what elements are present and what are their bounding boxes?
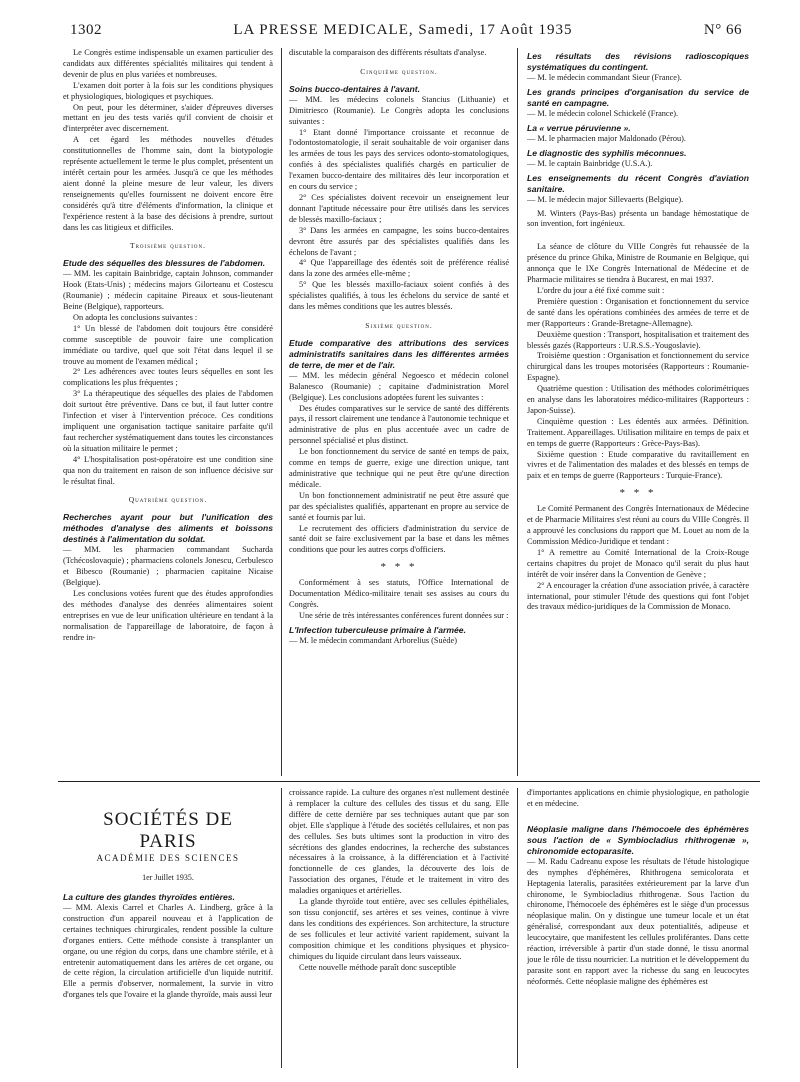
paragraph: Cette nouvelle méthode paraît donc susceptible xyxy=(299,962,456,972)
column-divider xyxy=(281,788,282,1068)
paragraph: A cet égard les méthodes nouvelles d'études constitutionnelles de l'homme sain, dont la biotypologie représente actuellement le terme le plus complet, présentent un intérêt certain pour les armées. Jusqu'à ce que les méthodes aient donné la pleine mesure de leur valeur, les divers renseignements qu'elles fournissent ne doivent encore être considérés qu'à titre d'éléments d'information, la clinique et l'expérience restent à la base des décisions à prendre, surtout dans les cas litigieux et difficiles. xyxy=(63,135,273,232)
paragraph: Un bon fonctionnement administratif ne peut être assuré que par des spécialistes qualifiés, appartenant en propre au service de santé et fournis par lui. xyxy=(289,490,509,522)
paragraph: Des études comparatives sur le service de santé des différents pays, il ressort clairement une tendance à l'autonomie technique et administrative de plus en plus accentuée avec un cadre de personnel spécialisé et plus distinct. xyxy=(289,403,509,446)
separator-stars: * * * xyxy=(380,561,418,574)
paragraph: 1° A remettre au Comité International de la Croix-Rouge certains chapitres du projet de Monaco qu'il serait du plus haut intérêt de voir insérer dans la Convention de Genève ; xyxy=(527,547,749,579)
paragraph: L'ordre du jour a été fixé comme suit : xyxy=(537,285,665,295)
article-title: Le diagnostic des syphilis méconnues. xyxy=(527,147,687,158)
paragraph: Le Congrès estime indispensable un examen particulier des candidats aux différentes spécialités militaires qui tendent à devenir de plus en plus variées et nombreuses. xyxy=(63,48,273,79)
paragraph: Une série de très intéressantes conférences furent données sur : xyxy=(299,610,509,620)
academy-heading: ACADÉMIE DES SCIENCES xyxy=(96,853,240,863)
paragraph: — M. le médecin major Sillevaerts (Belgique). xyxy=(527,194,684,204)
paragraph: — M. le médecin commandant Sieur (France). xyxy=(527,73,682,82)
paragraph: L'examen doit porter à la fois sur les conditions physiques et physiologiques, biologiques et psychiques. xyxy=(63,80,273,101)
issue-number: N° 66 xyxy=(703,22,742,38)
article-title: Recherches ayant pour but l'unification des méthodes d'analyse des aliments et boissons destinés à l'alimentation du soldat. xyxy=(63,512,273,545)
paragraph: — M. le médecin colonel Schickelé (France). xyxy=(527,108,679,118)
paragraph: — MM. les médecins colonels Stancius (Lithuanie) et Dimitriesco (Roumanie). Le Congrès adopta les conclusions suivantes : xyxy=(289,94,509,126)
article-title: Les enseignements du récent Congrès d'aviation sanitaire. xyxy=(527,172,749,194)
page-header xyxy=(70,22,742,42)
paragraph: La glande thyroïde tout entière, avec ses cellules épithéliales, son tissu conjonctif, ses artères et ses veines, continue à vivre dans les conditions des expériences. Son architecture, la structure de ses follicules et leur activité varient rapidement, suivant la composition chimique et les conditions physiques et physico-chimiques du liquide circulant dans leurs vaisseaux. xyxy=(289,897,509,961)
article-title: Néoplasie maligne dans l'hémocoele des éphémères sous l'action de « Symbiocladius rhithrogenæ », chironomide ectoparasite. xyxy=(527,823,749,856)
paragraph: Quatrième question : Utilisation des méthodes colorimétriques en analyse dans les laboratoires médico-militaires (Rapporteurs : Japon-Suisse). xyxy=(527,384,749,415)
article-title: Etude comparative des attributions des services administratifs sanitaires dans les différentes armées de terre, de mer et de l'air. xyxy=(289,337,509,370)
column-divider xyxy=(281,48,282,776)
paragraph: Deuxième question : Transport, hospitalisation et traitement des blessés gazés (Rapporteurs : U.R.S.S.-Yougoslavie). xyxy=(527,329,749,350)
bottom-column-1 xyxy=(63,889,273,1067)
paragraph: — MM. les médecin général Negoesco et médecin colonel Balanesco (Roumanie) ; capitaine d'administration Morel (Belgique). Les conclusions adoptées furent les suivantes : xyxy=(289,370,509,402)
section-rule xyxy=(58,781,760,782)
paragraph: On peut, pour les déterminer, s'aider d'épreuves diverses mettant en jeu des tests variés qu'il convient de choisir et d'interpréter avec discernement. xyxy=(63,102,273,134)
article-title: Les résultats des révisions radioscopiques systématiques du contingent. xyxy=(527,51,749,72)
column-1 xyxy=(63,48,273,778)
section-heading: Quatrième question. xyxy=(128,495,208,505)
paragraph: Conformément à ses statuts, l'Office International de Documentation Médico-militaire tenait ses assises au cours du Congrès. xyxy=(289,578,509,610)
article-title: Les grands principes d'organisation du service de santé en campagne. xyxy=(527,86,749,108)
session-date: 1er Juillet 1935. xyxy=(142,873,194,882)
column-divider xyxy=(517,788,518,1068)
section-heading: Cinquième question. xyxy=(360,66,438,76)
paragraph: On adopta les conclusions suivantes : xyxy=(73,312,198,322)
journal-title: LA PRESSE MEDICALE, Samedi, 17 Août 1935 xyxy=(233,22,573,38)
bottom-column-2 xyxy=(289,788,509,1068)
paragraph: croissance rapide. La culture des organes n'est nullement destinée à remplacer la culture des cellules des tissus et du sang. Elle diffère de cette dernière par ses techniques autant que par son objet. Elle s'applique à l'étude des sociétés cellulaires, et non pas des cellules. Ses buts ultimes sont la production in vitro des sécrétions des glandes endocrines, la recherche des substances nécessaires à la croissance, à la différenciation et à l'activité fonctionnelle de ces glandes, la découverte des lois de l'association des organes, l'étude et le traitement in vitro des maladies organiques et artérielles. xyxy=(289,788,509,896)
column-3 xyxy=(527,48,749,778)
paragraph: 1° Un blessé de l'abdomen doit toujours être considéré comme susceptible de pouvoir faire une complication immédiate ou tardive, quel que soit l'état dans lequel il se trouve au moment de l'examen médical ; xyxy=(63,323,273,366)
section-heading: Sixième question. xyxy=(365,320,433,330)
paragraph: — MM. les capitain Bainbridge, captain Johnson, commander Hook (Etats-Unis) ; médecins majors Gilorteanu et Costescu (Roumanie) ; médecin capitaine Pireaux et sous-lieutenant Beine (Belgique), rapporteurs. xyxy=(63,269,273,312)
paragraph: 5° Que les blessés maxillo-faciaux soient confiés à des spécialistes qualifiés, à tous les échelons du service de santé et dans les mêmes conditions que les autres blessés. xyxy=(289,280,509,312)
column-divider xyxy=(517,48,518,776)
column-2 xyxy=(289,48,509,778)
paragraph: — MM. les pharmacien commandant Sucharda (Tchécoslovaquie) ; pharmaciens colonels Jonescu, Cerbulesco et Bibesco (Roumanie) ; pharmacien capitaine Nicaise (Belgique). xyxy=(63,545,273,588)
paragraph: Le Comité Permanent des Congrès Internationaux de Médecine et de Pharmacie Militaires s'est réuni au cours du VIIIe Congrès. Il a approuvé les conclusions du rapport que M. Louet au nom de la Commission Médico-Juridique et tendant : xyxy=(527,504,749,546)
paragraph: Le bon fonctionnement du service de santé en temps de paix, comme en temps de guerre, exige une direction unique, tant administrative que technique qui ne peut être qu'une direction médicale. xyxy=(289,447,509,489)
paragraph: Les conclusions votées furent que des études approfondies des méthodes d'analyse des denrées alimentaires soient entreprises en vue de leur unification ultérieure en tendant à la normalisation de l'appareillage de laboratoire, de façon à rendre in- xyxy=(63,588,273,642)
paragraph: 4° L'hospitalisation post-opératoire est une condition sine qua non du traitement en raison de son influence décisive sur le résultat final. xyxy=(63,454,273,486)
article-title: Etude des séquelles des blessures de l'abdomen. xyxy=(63,258,266,269)
paragraph: Troisième question : Organisation et fonctionnement du service chirurgical dans les troupes motorisées (Rapporteurs : Roumanie-Espagne). xyxy=(527,351,749,383)
paragraph: 1° Etant donné l'importance croissante et reconnue de l'odontostomatologie, il serait souhaitable de voir organiser dans les armées de tous les pays des services odonto-stomatologiques, confiés à des spécialistes qualifiés chargés en particulier de l'examen bucco-dentaire des militaires dès leur incorporation et en cours du service ; xyxy=(289,127,509,192)
paragraph: Première question : Organisation et fonctionnement du service de santé dans les opérations combinées des armées de terre et de mer (Rapporteurs : Grande-Bretagne-Allemagne). xyxy=(527,296,749,328)
paragraph: 4° Que l'appareillage des édentés soit de préférence réalisé dans la zone des armées elle-même ; xyxy=(289,258,509,279)
paragraph: M. Winters (Pays-Bas) présenta un bandage hémostatique de son invention, fort ingénieux. xyxy=(527,208,749,229)
paragraph: discutable la comparaison des différents résultats d'analyse. xyxy=(289,48,487,57)
page-number: 1302 xyxy=(70,22,102,38)
separator-stars: * * * xyxy=(619,487,657,500)
paragraph: 2° Ces spécialistes doivent recevoir un enseignement leur donnant l'aptitude nécessaire pour être utilisés dans les services de blessés maxillo-faciaux ; xyxy=(289,192,509,224)
section-heading: Troisième question. xyxy=(130,241,206,251)
paragraph: — M. Radu Cadreanu expose les résultats de l'étude histologique des nymphes d'éphémères, Rhithrogena semicolorata et Heptagenia lateralis, parasitées extérieurement par la larve d'un chironome, le Symbiocladius rhithrogenæ. Sous l'action du chironome, l'hémocoele des éphémères est le siège d'un processus néoplasique malin. On y distingue une tumeur locale et un état généralisé, correspondant aux deux potentialités, adipeuse et leucocytaire, que manifestent les cellules proliférantes. Dans cette réaction, irréversible à partir d'un stade donné, le tissu anormal joue le rôle de tissu nourricier. La nutrition et le développement du parasite sont en rapport avec la richesse du sang en leucocytes néoformés. Cette néoplasie maligne des éphémères est xyxy=(527,856,749,986)
article-title: L'Infection tuberculeuse primaire à l'armée. xyxy=(289,624,466,635)
paragraph: 3° La thérapeutique des séquelles des plaies de l'abdomen doit surtout être préventive. Dans ce but, il faut lutter contre l'infection et viser à l'intervention précoce. Ces conditions impliquent une organisation tactique sanitaire parfaite qu'il faut rechercher systématiquement dans toutes les circonstances où la situation militaire le permet ; xyxy=(63,389,273,453)
bottom-column-3 xyxy=(527,788,749,1068)
article-title: Soins bucco-dentaires à l'avant. xyxy=(289,83,420,94)
paragraph: — M. le captain Bainbridge (U.S.A.). xyxy=(527,158,653,168)
paragraph: 3° Dans les armées en campagne, les soins bucco-dentaires devront être assurés par des spécialistes qualifiés dans les échelons de l'avant ; xyxy=(289,225,509,257)
paragraph: 2° A encourager la création d'une association privée, à caractère international, pour stimuler l'étude des questions qui font l'objet des travaux médico-juridiques de la Commission de Monaco. xyxy=(527,580,749,612)
paragraph: — MM. Alexis Carrel et Charles A. Lindberg, grâce à la construction d'un appareil nouveau et à l'application de certaines techniques chirurgicales, rendent possible la culture d'organes entiers. Cette méthode consiste à transplanter un organe, ou une région du corps, dans une chambre stérile, et à entretenir automatiquement dans les artères de cet organe, ou de cette région, la circulation artificielle d'un liquide nutritif. Elle a permis d'observer, normalement, la survie in vitro d'organes tels que l'ovaire et la glande thyroïde, mais aussi leur xyxy=(63,903,273,1000)
paragraph: d'importantes applications en chimie physiologique, en pathologie et en médecine. xyxy=(527,788,749,808)
article-title: La « verrue péruvienne ». xyxy=(527,122,631,133)
paragraph: 2° Les adhérences avec toutes leurs séquelles en sont les complications les plus fréquentes ; xyxy=(63,367,273,388)
paragraph: Cinquième question : Les édentés aux armées. Définition. Traitement. Appareillages. Utilisation militaire en temps de paix et en temps de guerre (Rapporteurs : Grèce-Pays-Bas). xyxy=(527,416,749,448)
paragraph: — M. le médecin commandant Arborelius (Suède) xyxy=(289,635,457,645)
paragraph: — M. le pharmacien major Maldonado (Pérou). xyxy=(527,133,686,143)
paragraph: Le recrutement des officiers d'administration du service de santé doit se faire exclusivement par la base et dans les mêmes conditions que pour les autres corps d'officiers. xyxy=(289,523,509,555)
paragraph: Sixième question : Etude comparative du ravitaillement en vivres et de l'alimentation des malades et des blessés en temps de paix et en temps de guerre (Rapporteurs : Turquie-France). xyxy=(527,449,749,481)
paragraph: La séance de clôture du VIIIe Congrès fut rehaussée de la présence du prince Ghika, Ministre de Roumanie en Belgique, qui annonça que le IXe Congrès International de Médecine et de Pharmacie militaires se tiendra à Bucarest, en mai 1937. xyxy=(527,242,749,285)
article-title: La culture des glandes thyroïdes entières. xyxy=(63,892,235,902)
society-heading: SOCIÉTÉS DE PARIS xyxy=(103,809,233,852)
